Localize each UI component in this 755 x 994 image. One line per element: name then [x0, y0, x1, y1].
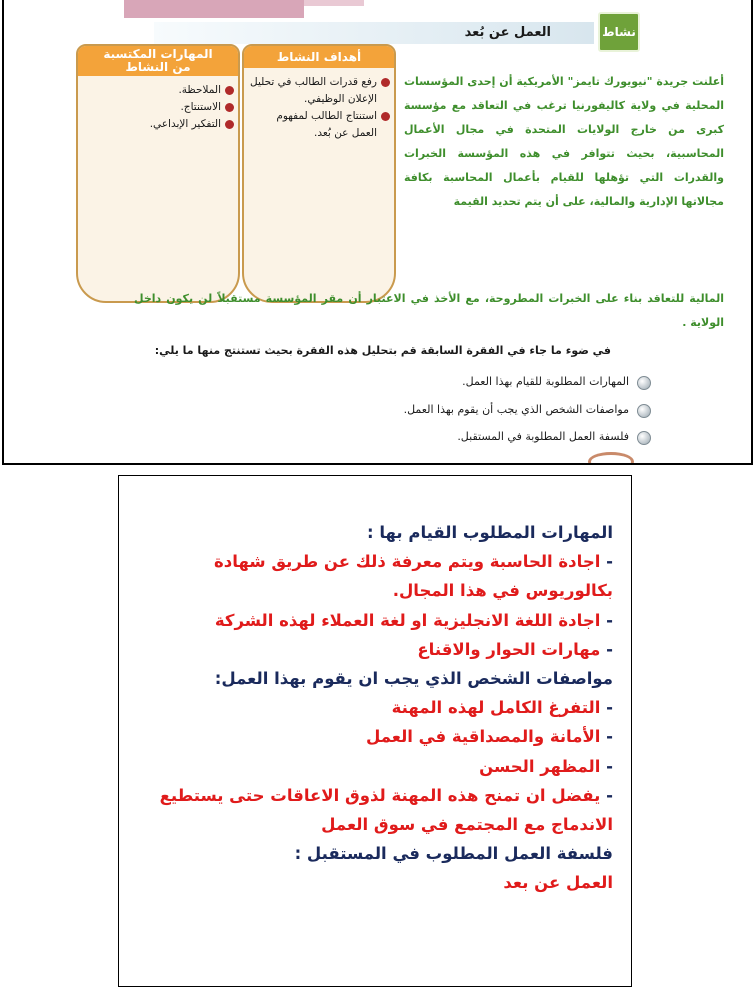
- bullet-icon: [381, 78, 390, 87]
- answer-item: - اجادة الحاسبة ويتم معرفة ذلك عن طريق شهادة بكالوريوس في هذا المجال.: [214, 552, 613, 601]
- activity-title: العمل عن بُعد: [464, 25, 551, 40]
- option-item: فلسفة العمل المطلوبة في المستقبل.: [457, 430, 629, 443]
- page-corner-decoration: [588, 452, 634, 465]
- activity-paragraph-continued: المالية للتعاقد بناء على الخبرات المطروحة، مع الأخذ في الاعتبار أن مقر المؤسسة مستقبلاً لن يكون داخل الولاية .: [134, 292, 724, 329]
- list-item: التفكير الإبداعي.: [82, 116, 234, 133]
- objectives-box-heading: أهداف النشاط: [244, 46, 394, 68]
- answer-item: - يفضل ان تمنح هذه المهنة لذوق الاعاقات حتى يستطيع الاندماج مع المجتمع في سوق العمل: [159, 785, 613, 835]
- skills-heading: المهارات المطلوب القيام بها :: [367, 523, 613, 542]
- bullet-icon: [381, 112, 390, 121]
- bullet-icon: [225, 120, 234, 129]
- philosophy-answer: العمل عن بعد: [503, 873, 613, 893]
- option-item: مواصفات الشخص الذي يجب أن يقوم بهذا العمل.: [404, 403, 629, 416]
- textbook-page: [2, 0, 753, 465]
- bullet-icon: [225, 86, 234, 95]
- question-prompt: في ضوء ما جاء في الفقرة السابقة قم بتحليل هذه الفقرة بحيث تستنتج منها ما يلي:: [154, 344, 611, 357]
- activity-badge-icon: نشاط: [598, 12, 640, 52]
- list-item: الملاحظة.: [82, 82, 234, 99]
- option-item: المهارات المطلوبة للقيام بهذا العمل.: [462, 375, 629, 388]
- list-item: رفع قدرات الطالب في تحليل الإعلان الوظيفي.: [248, 74, 390, 108]
- decorative-strip: [124, 0, 304, 18]
- answer-box: [118, 475, 632, 987]
- decorative-strip: [304, 0, 364, 6]
- skills-box-heading: المهارات المكتسبة من النشاط: [78, 46, 238, 76]
- bullet-icon: [225, 103, 234, 112]
- activity-paragraph: أعلنت جريدة "نيويورك تايمز" الأمريكية أن إحدى المؤسسات المحلية في ولاية كاليفورنيا ترغب في التعاقد مع مؤسسة كبرى من خارج الولايات المتحدة في مجال الأعمال المحاسبية، بحيث تتوافر في هذه المؤسسة الخبرات والقدرات التي تؤهلها للقيام بأعمال المحاسبة بكافة مجالاتها الإدارية والمالية، على أن يتم تحديد القيمة: [404, 75, 724, 208]
- list-item: استنتاج الطالب لمفهوم العمل عن بُعد.: [248, 108, 390, 142]
- skills-box: [76, 44, 240, 303]
- philosophy-heading: فلسفة العمل المطلوب في المستقبل :: [294, 844, 613, 864]
- person-heading: مواصفات الشخص الذي يجب ان يقوم بهذا العمل:: [214, 669, 613, 689]
- radio-icon: [637, 431, 651, 445]
- answer-item: - التفرغ الكامل لهذه المهنة: [391, 698, 613, 718]
- answer-item: - مهارات الحوار والاقناع: [417, 639, 613, 659]
- answer-content: [137, 518, 613, 898]
- radio-icon: [637, 376, 651, 390]
- answer-item: - اجادة اللغة الانجليزية او لغة العملاء لهذه الشركة: [214, 610, 613, 630]
- objectives-box: [242, 44, 396, 303]
- answer-item: - الأمانة والمصداقية في العمل: [365, 727, 613, 747]
- radio-icon: [637, 404, 651, 418]
- answer-item: - المظهر الحسن: [479, 756, 613, 776]
- list-item: الاستنتاج.: [82, 99, 234, 116]
